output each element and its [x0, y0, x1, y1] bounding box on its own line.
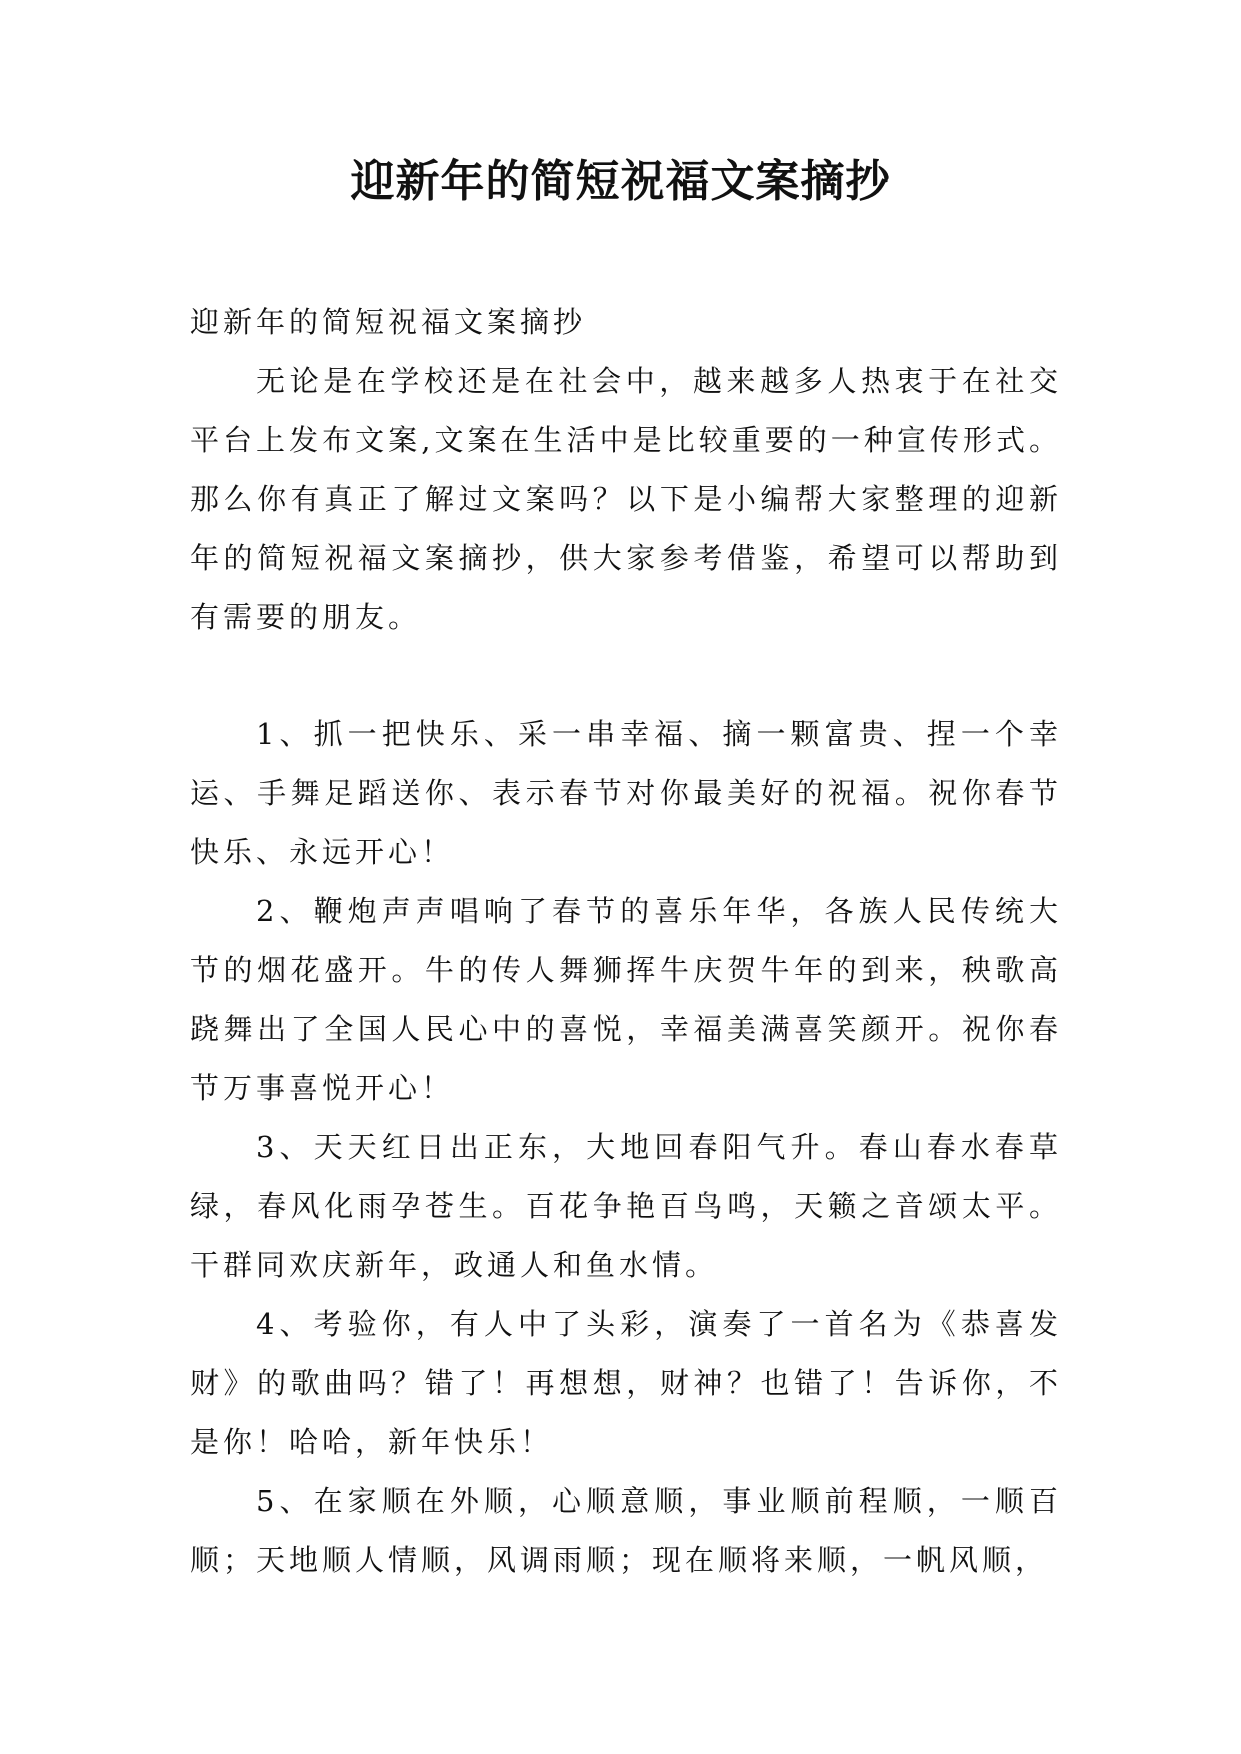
document-body: [190, 293, 1062, 1590]
document-subtitle: 迎新年的简短祝福文案摘抄: [190, 305, 587, 339]
wish-item-3: 3、天天红日出正东，大地回春阳气升。春山春水春草绿，春风化雨孕苍生。百花争艳百鸟鸣，天籁之音颂太平。干群同欢庆新年，政通人和鱼水情。: [190, 1130, 1062, 1282]
intro-paragraph: 无论是在学校还是在社会中，越来越多人热衷于在社交平台上发布文案,文案在生活中是比较重要的一种宣传形式。那么你有真正了解过文案吗？以下是小编帮大家整理的迎新年的简短祝福文案摘抄，供大家参考借鉴，希望可以帮助到有需要的朋友。: [190, 364, 1062, 634]
wish-item-5: 5、在家顺在外顺，心顺意顺，事业顺前程顺，一顺百顺；天地顺人情顺，风调雨顺；现在顺将来顺，一帆风顺，: [190, 1484, 1062, 1577]
wish-item-4: 4、考验你，有人中了头彩，演奏了一首名为《恭喜发财》的歌曲吗？错了！再想想，财神？也错了！告诉你，不是你！哈哈，新年快乐！: [190, 1307, 1062, 1459]
wish-item-2: 2、鞭炮声声唱响了春节的喜乐年华，各族人民传统大节的烟花盛开。牛的传人舞狮挥牛庆贺牛年的到来，秧歌高跷舞出了全国人民心中的喜悦，幸福美满喜笑颜开。祝你春节万事喜悦开心！: [190, 894, 1062, 1105]
paragraph-spacer: [190, 647, 1062, 705]
page-title: 迎新年的简短祝福文案摘抄: [350, 156, 891, 207]
wish-item-1: 1、抓一把快乐、采一串幸福、摘一颗富贵、捏一个幸运、手舞足蹈送你、表示春节对你最美好的祝福。祝你春节快乐、永远开心！: [190, 717, 1062, 869]
